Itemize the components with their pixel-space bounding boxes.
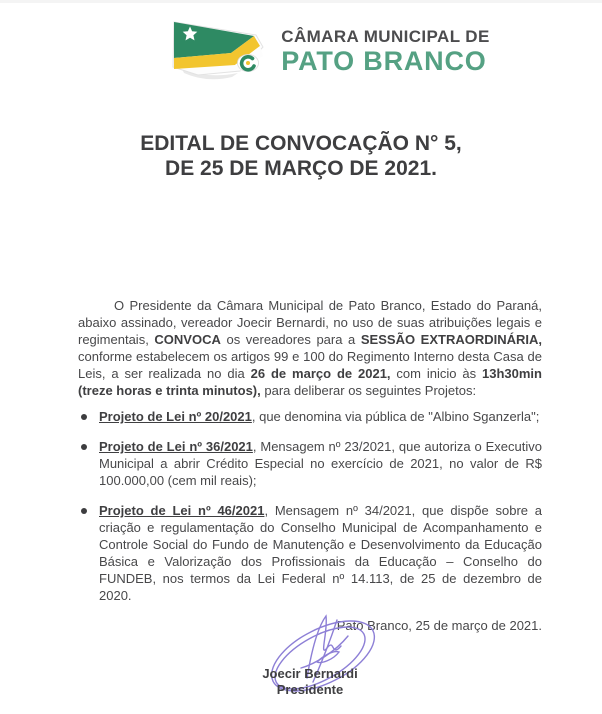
bullet-icon: [81, 414, 87, 420]
project-item-36-2021: [78, 438, 542, 489]
project-item-20-2021: [78, 408, 542, 425]
convoca-emphasis: CONVOCA: [154, 332, 221, 347]
bullet-icon: [81, 508, 87, 514]
title-line-2: DE 25 DE MARÇO DE 2021.: [165, 157, 437, 180]
intro-paragraph: O Presidente da Câmara Municipal de Pato Branco, Estado do Paraná, abaixo assinado, vereador Joecir Bernardi, no uso de suas atribuições legais e regimentais, CONVOCA os vereadores para a SESSÃO EXTRAORDINÁRIA, conforme estabelecem os artigos 99 e 100 do Regimento Interno desta Casa de Leis, a ser realizada no dia 26 de março de 2021, com inicio às 13h30min (treze horas e trinta minutos), para deliberar os seguintes Projetos:: [78, 298, 543, 398]
org-name-line1: CÂMARA MUNICIPAL DE: [281, 27, 490, 46]
project-description: , Mensagem nº 23/2021, que autoriza o Executivo Municipal a abrir Crédito Especial no exercício de 2021, no valor de R$ 100.000,00 (cem mil reais);: [99, 439, 542, 488]
project-law-reference: Projeto de Lei nº 20/2021: [99, 409, 252, 424]
org-name-line2: PATO BRANCO: [281, 46, 487, 76]
document-title: [0, 131, 602, 181]
session-time-emphasis: 13h30min (treze horas e trinta minutos),: [78, 366, 542, 398]
session-date-emphasis: 26 de março de 2021,: [250, 366, 391, 381]
scan-edge-strip: [0, 0, 602, 3]
document-body: [78, 297, 542, 634]
intro-text: O Presidente da Câmara Municipal de Pato Branco, Estado do Paraná, abaixo assinado, vereador Joecir Bernardi, no uso de suas atribuições legais e regimentais,: [78, 298, 542, 347]
letterhead: [28, 13, 602, 89]
signature-block: [78, 600, 542, 698]
pato-branco-flag-icon: [168, 13, 268, 89]
project-description: , que denomina via pública de "Albino Sganzerla";: [251, 409, 540, 424]
project-description: , Mensagem nº 34/2021, que dispõe sobre a criação e regulamentação do Conselho Municipal de Acompanhamento e Controle Social do Fundo de Manutenção e Desenvolvimento da Educação Básica e Valorização dos Profissionais da Educação – Conselho do FUNDEB, nos termos da Lei Federal nº 14.113, de 25 de dezembro de 2020.: [99, 503, 542, 603]
projects-list: [78, 408, 542, 604]
project-item-46-2021: [78, 502, 542, 604]
project-law-reference: Projeto de Lei nº 46/2021: [99, 503, 265, 518]
sessao-extraordinaria-emphasis: SESSÃO EXTRAORDINÁRIA,: [360, 332, 543, 347]
bullet-icon: [81, 444, 87, 450]
project-law-reference: Projeto de Lei nº 36/2021: [99, 439, 253, 454]
org-name: [281, 27, 489, 75]
signer-role: Presidente: [276, 682, 344, 697]
signer-name: Joecir Bernardi: [262, 666, 358, 681]
dateline: Pato Branco, 25 de março de 2021.: [336, 618, 542, 633]
title-line-1: EDITAL DE CONVOCAÇÃO N° 5,: [140, 132, 462, 155]
